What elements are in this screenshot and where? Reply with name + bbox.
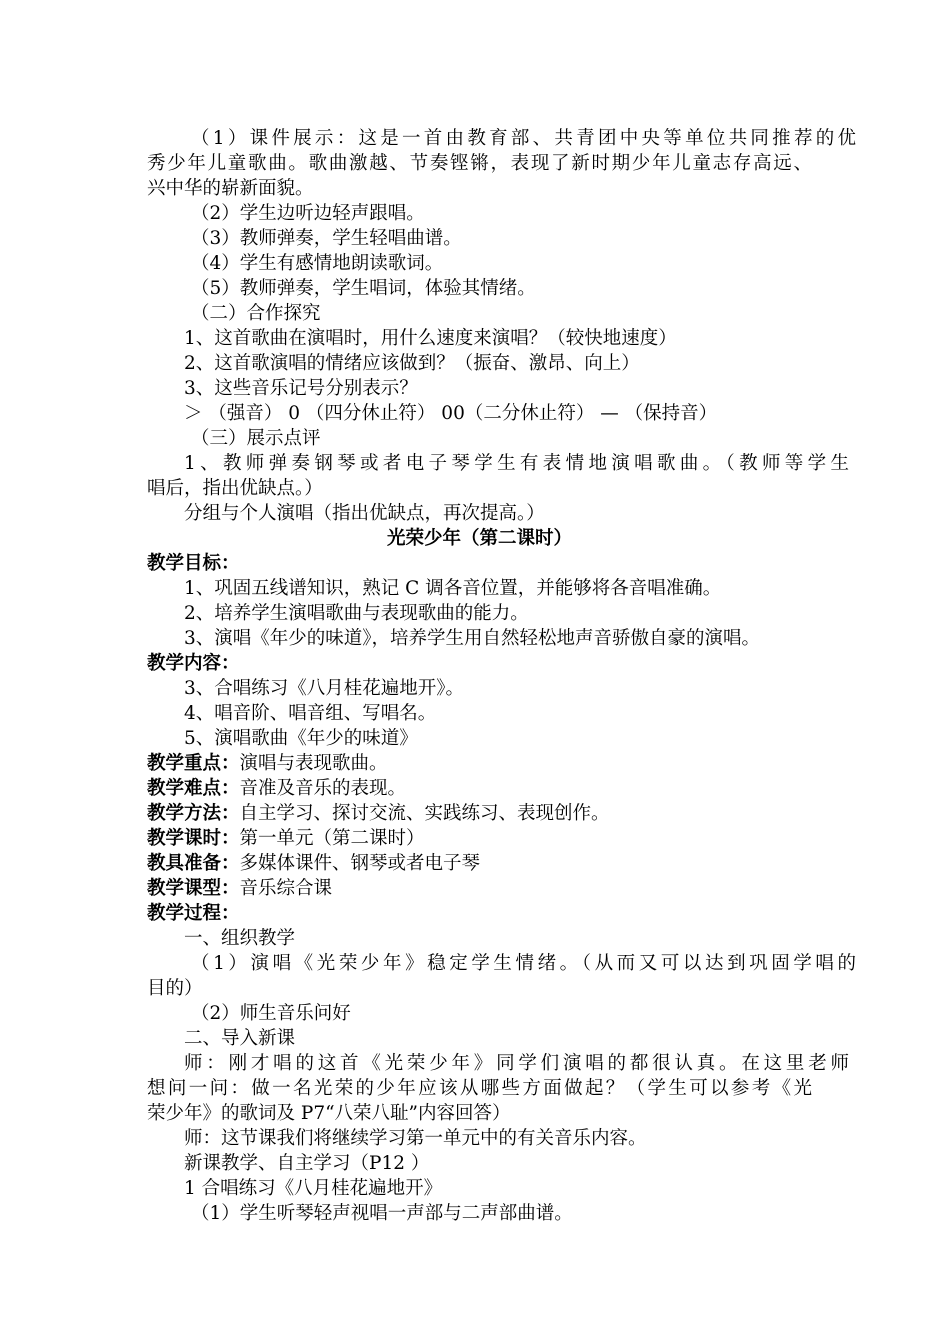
tools-text: 多媒体课件、钢琴或者电子琴 — [239, 853, 481, 874]
paragraph-line: 师：这节课我们将继续学习第一单元中的有关音乐内容。 — [184, 1128, 647, 1149]
tools-line — [147, 851, 812, 876]
content-item: 5、演唱歌曲《年少的味道》 — [184, 728, 418, 749]
paragraph-line: （1）学生听琴轻声视唱一声部与二声部曲谱。 — [191, 1203, 573, 1224]
difficulty-line — [147, 776, 812, 801]
paragraph-line: 唱后，指出优缺点。） — [147, 478, 323, 499]
method-label: 教学方法： — [147, 803, 240, 824]
paragraph-line: 荣少年》的歌词及 P7“八荣八耻”内容回答） — [147, 1103, 511, 1124]
tools-label: 教具准备： — [147, 853, 240, 874]
paragraph-line: （1）演唱《光荣少年》稳定学生情绪。（从而又可以达到巩固学唱的 — [191, 953, 856, 974]
paragraph-line: 1 合唱练习《八月桂花遍地开》 — [184, 1178, 443, 1199]
paragraph-line: 师：刚才唱的这首《光荣少年》同学们演唱的都很认真。在这里老师 — [184, 1053, 849, 1074]
key-point-line — [147, 751, 812, 776]
goal-item: 2、培养学生演唱歌曲与表现歌曲的能力。 — [184, 603, 529, 624]
method-text: 自主学习、探讨交流、实践练习、表现创作。 — [239, 803, 610, 824]
paragraph-line: 二、导入新课 — [184, 1028, 296, 1049]
paragraph-line: 2、这首歌演唱的情绪应该做到？（振奋、激昂、向上） — [184, 353, 640, 374]
paragraph-line: 兴中华的崭新面貌。 — [147, 178, 314, 199]
content-label: 教学内容： — [147, 653, 240, 674]
lesson-title: 光荣少年（第二课时） — [386, 528, 572, 549]
paragraph-line: 1、这首歌曲在演唱时，用什么速度来演唱？（较快地速度） — [184, 328, 677, 349]
section-heading: （三）展示点评 — [191, 428, 321, 449]
paragraph-line: （1）课件展示：这是一首由教育部、共青团中央等单位共同推荐的优 — [191, 128, 856, 149]
content-item: 3、合唱练习《八月桂花遍地开》。 — [184, 678, 465, 699]
paragraph-line: 目的） — [147, 978, 203, 999]
type-line — [147, 876, 812, 901]
paragraph-line: 新课教学、自主学习（P12 ） — [184, 1153, 430, 1174]
key-point-label: 教学重点： — [147, 753, 240, 774]
process-label: 教学过程： — [147, 903, 240, 924]
key-point-text: 演唱与表现歌曲。 — [239, 753, 388, 774]
goals-label: 教学目标： — [147, 553, 240, 574]
period-label: 教学课时： — [147, 828, 240, 849]
paragraph-line: 1、教师弹奏钢琴或者电子琴学生有表情地演唱歌曲。（教师等学生 — [184, 453, 849, 474]
period-text: 第一单元（第二课时） — [239, 828, 425, 849]
paragraph-line: （4）学生有感情地朗读歌词。 — [191, 253, 444, 274]
paragraph-line: （3）教师弹奏，学生轻唱曲谱。 — [191, 228, 462, 249]
method-line — [147, 801, 812, 826]
difficulty-text: 音准及音乐的表现。 — [239, 778, 407, 799]
content-item: 4、唱音阶、唱音组、写唱名。 — [184, 703, 437, 724]
paragraph-line: 分组与个人演唱（指出优缺点，再次提高。） — [184, 503, 545, 524]
paragraph-line: 3、这些音乐记号分别表示？ — [184, 378, 418, 399]
paragraph-line: （2）师生音乐问好 — [191, 1003, 351, 1024]
goal-item: 1、巩固五线谱知识，熟记 C 调各音位置，并能够将各音唱准确。 — [184, 578, 722, 599]
paragraph-line: （2）学生边听边轻声跟唱。 — [191, 203, 425, 224]
paragraph-line: ＞ （强音） 0 （四分休止符） 00（二分休止符） — （保持音） — [184, 403, 718, 424]
type-text: 音乐综合课 — [239, 878, 333, 899]
paragraph-line: 一、组织教学 — [184, 928, 296, 949]
paragraph-line: 想问一问：做一名光荣的少年应该从哪些方面做起？（学生可以参考《光 — [147, 1078, 812, 1099]
paragraph-line: 秀少年儿童歌曲。歌曲激越、节奏铿锵，表现了新时期少年儿童志存高远、 — [147, 153, 812, 174]
paragraph-line: （5）教师弹奏，学生唱词，体验其情绪。 — [191, 278, 536, 299]
section-heading: （二）合作探究 — [191, 303, 321, 324]
period-line — [147, 826, 812, 851]
difficulty-label: 教学难点： — [147, 778, 240, 799]
goal-item: 3、演唱《年少的味道》，培养学生用自然轻松地声音骄傲自豪的演唱。 — [184, 628, 761, 649]
type-label: 教学课型： — [147, 878, 240, 899]
